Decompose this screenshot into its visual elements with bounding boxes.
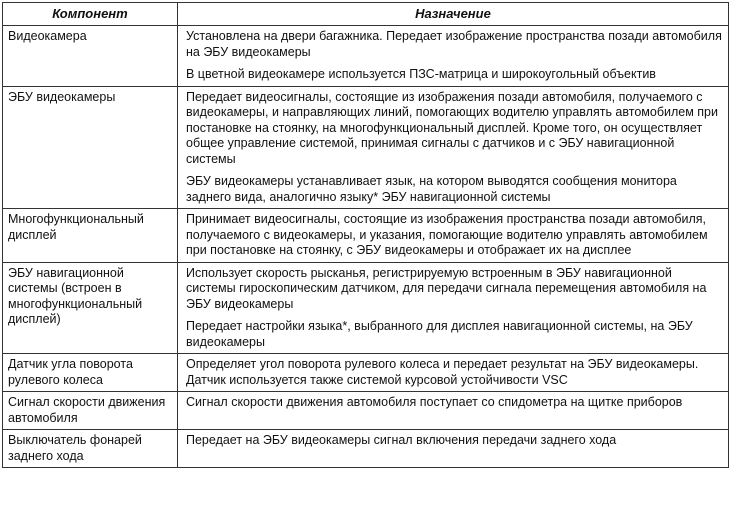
header-row: [3, 3, 729, 26]
header-purpose: Назначение: [178, 3, 729, 26]
table-row: [3, 209, 729, 263]
purpose-cell: [178, 354, 729, 392]
component-cell: ЭБУ видеокамеры: [3, 86, 178, 209]
purpose-paragraph: Передает на ЭБУ видеокамеры сигнал включения передачи заднего хода: [186, 433, 617, 447]
purpose-paragraph: Установлена на двери багажника. Передает изображение пространства позади автомобиля на ЭБУ видеокамеры: [186, 29, 722, 59]
component-cell: Датчик угла поворота рулевого колеса: [3, 354, 178, 392]
purpose-paragraph: ЭБУ видеокамеры устанавливает язык, на котором выводятся сообщения монитора заднего вида, аналогично языку* ЭБУ навигационной системы: [186, 174, 677, 204]
component-cell: ЭБУ навигационной системы (встроен в многофункциональный дисплей): [3, 262, 178, 354]
table-row: [3, 392, 729, 430]
component-cell: Видеокамера: [3, 26, 178, 87]
purpose-paragraph: Передает настройки языка*, выбранного для дисплея навигационной системы, на ЭБУ видеокамеры: [186, 319, 693, 349]
purpose-paragraph: Определяет угол поворота рулевого колеса и передает результат на ЭБУ видеокамеры. Датчик используется также системой курсовой устойчивости VSC: [186, 357, 699, 387]
purpose-paragraph: Принимает видеосигналы, состоящие из изображения пространства позади автомобиля, получаемого с видеокамеры, и указания, помогающие водителю управлять автомобилем при постановке на стоянку, с ЭБУ видеокамеры и отображает их на дисплее: [186, 212, 708, 257]
component-cell: Сигнал скорости движения автомобиля: [3, 392, 178, 430]
purpose-paragraph: Передает видеосигналы, состоящие из изображения позади автомобиля, получаемого с видеокамеры, и направляющих линий, помогающих водителю управлять автомобилем при постановке на стоянку, на многофункциональный дисплей. Кроме того, он осуществляет общее управление системой, принимая сигналы с датчиков и с ЭБУ навигационной системы: [186, 89, 718, 166]
purpose-paragraph: В цветной видеокамере используется ПЗС-матрица и широкоугольный объектив: [186, 67, 656, 81]
table-row: [3, 26, 729, 87]
purpose-paragraph: Сигнал скорости движения автомобиля поступает со спидометра на щитке приборов: [186, 395, 683, 409]
purpose-cell: [178, 209, 729, 263]
component-table-container: [2, 2, 728, 468]
purpose-cell: [178, 430, 729, 468]
header-component: Компонент: [3, 3, 178, 26]
component-cell: Многофункциональный дисплей: [3, 209, 178, 263]
component-cell: Выключатель фонарей заднего хода: [3, 430, 178, 468]
table-row: [3, 430, 729, 468]
purpose-cell: [178, 86, 729, 209]
purpose-cell: [178, 392, 729, 430]
purpose-paragraph: Использует скорость рысканья, регистрируемую встроенным в ЭБУ навигационной системы гироскопическим датчиком, для передачи сигнала перемещения автомобиля на ЭБУ видеокамеры: [186, 265, 707, 311]
component-table: [2, 2, 729, 468]
table-row: [3, 354, 729, 392]
table-row: [3, 262, 729, 354]
table-row: [3, 86, 729, 209]
purpose-cell: [178, 26, 729, 87]
purpose-cell: [178, 262, 729, 354]
